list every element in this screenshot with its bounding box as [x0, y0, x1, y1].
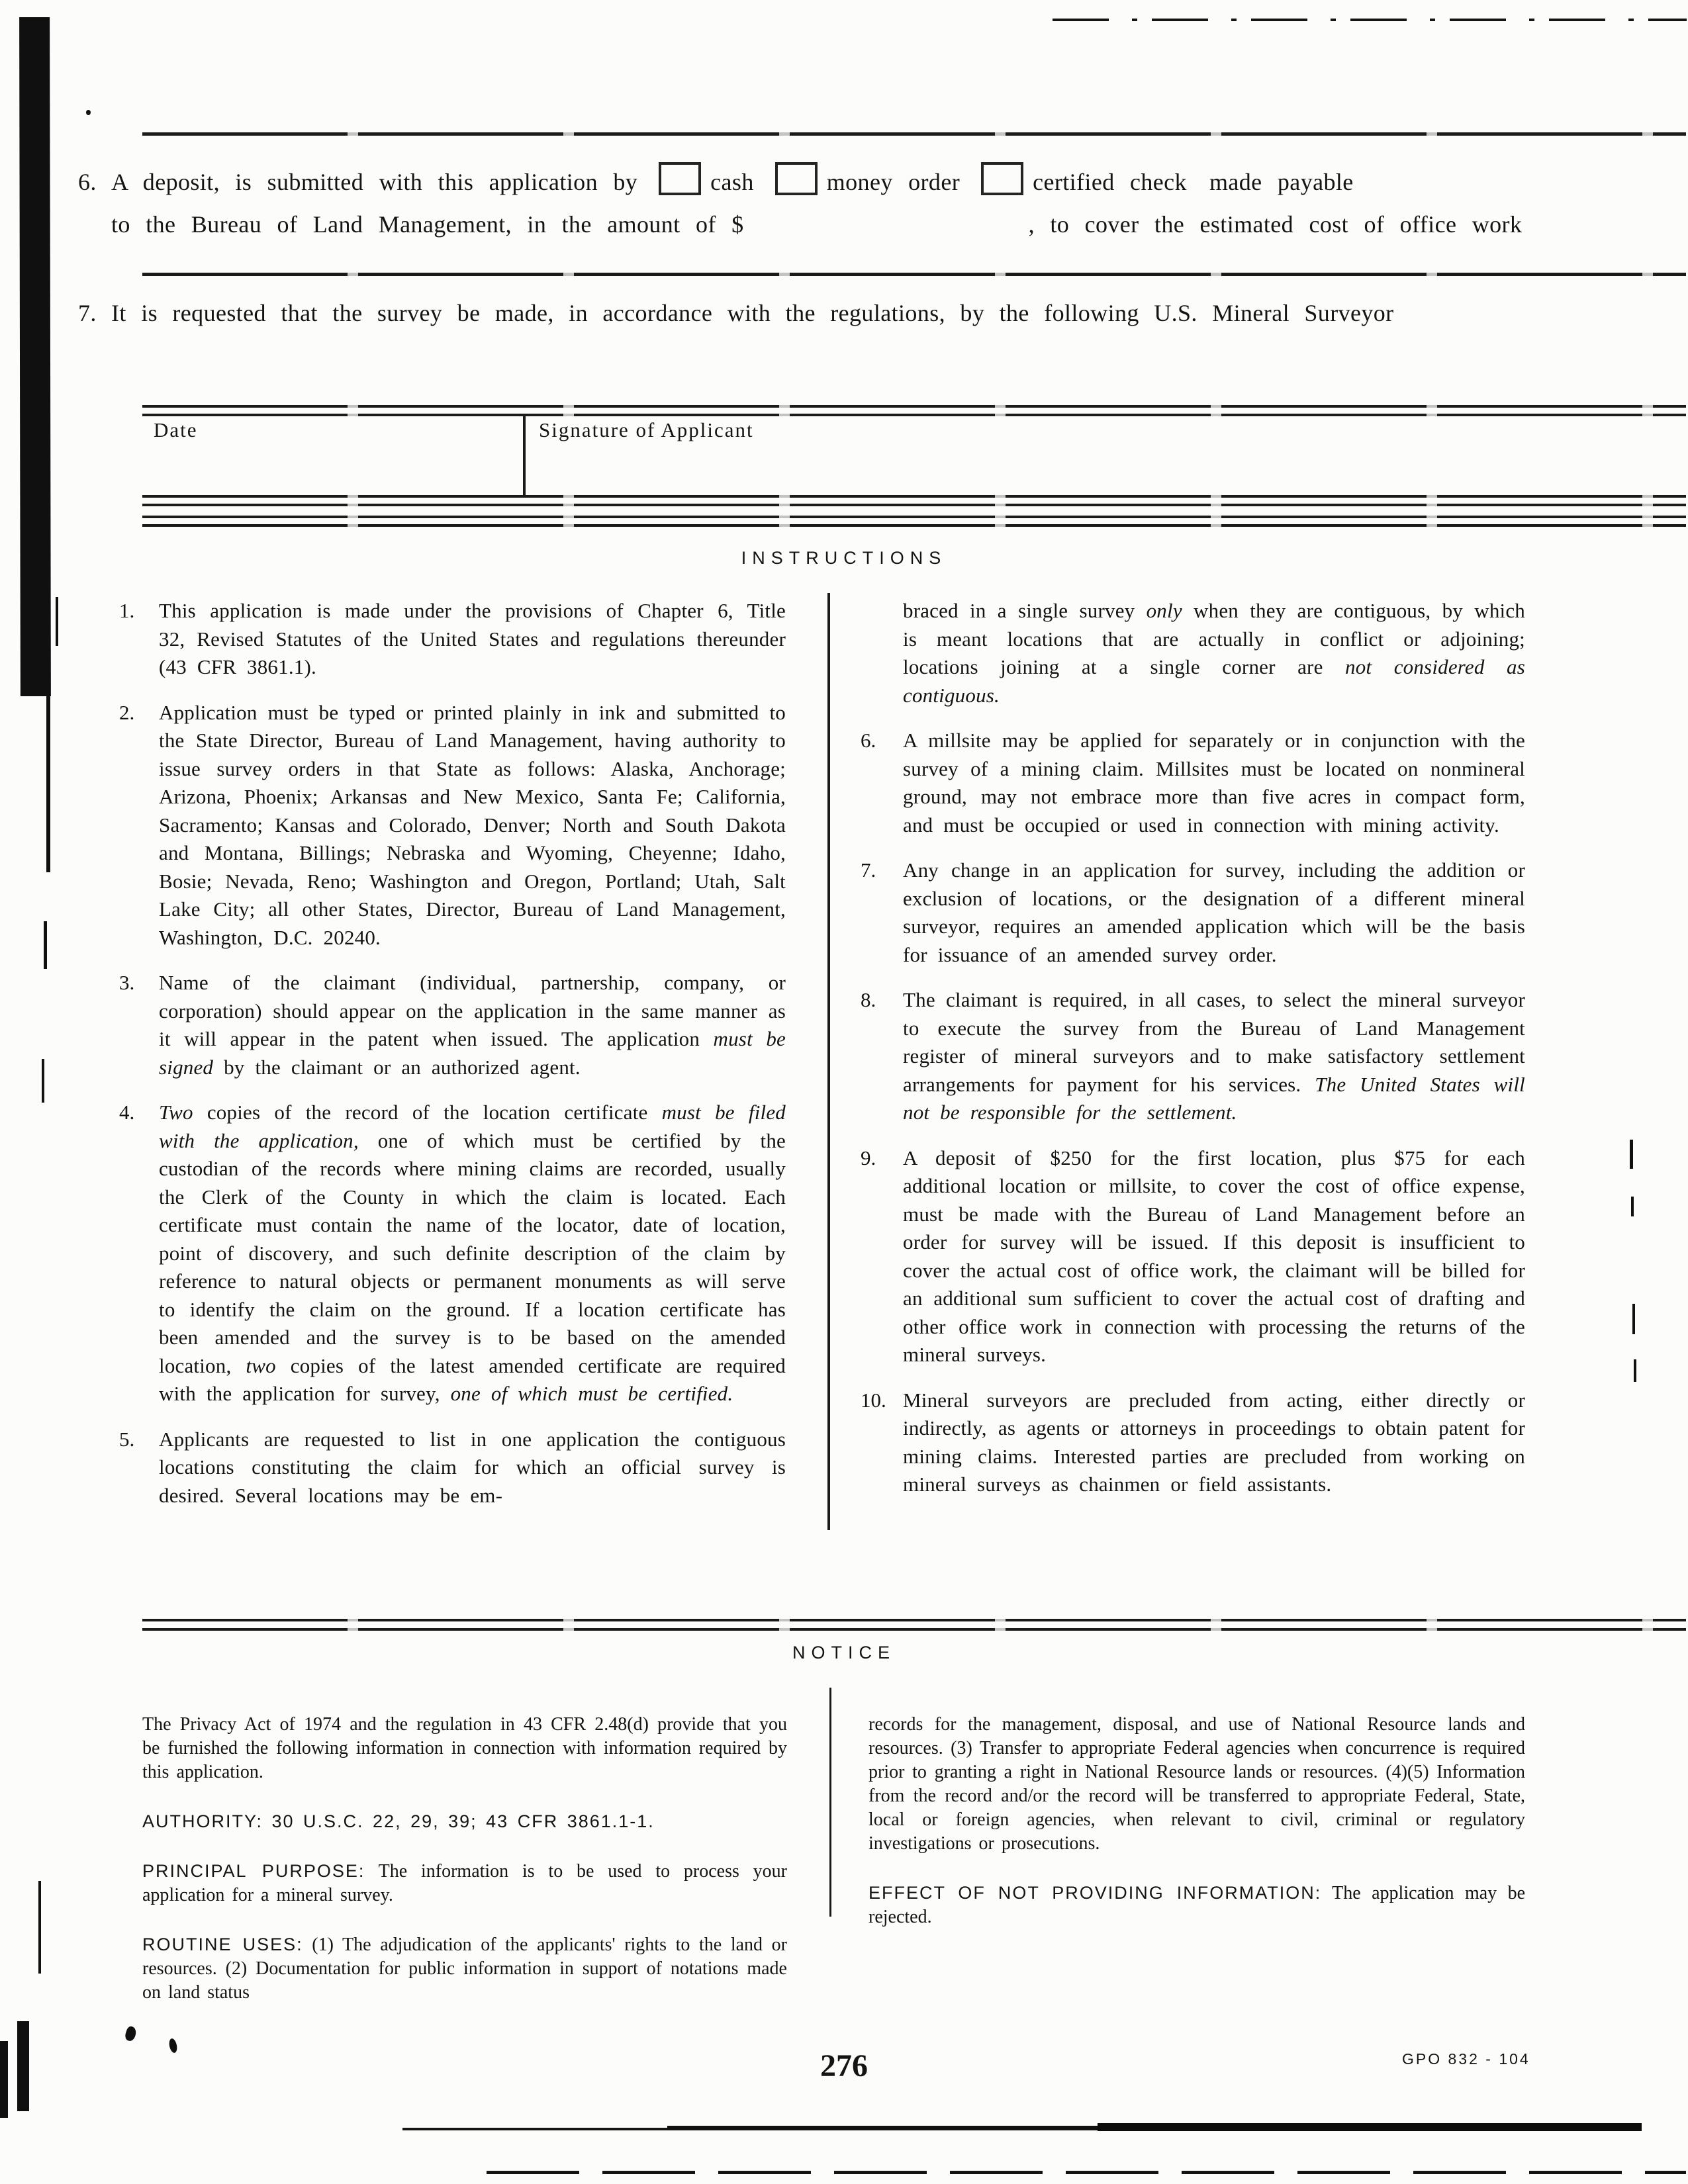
- effect-paragraph: EFFECT OF NOT PROVIDING INFORMATION: The application may be rejected.: [868, 1883, 1526, 1927]
- instruction-number: 10.: [861, 1388, 886, 1412]
- scan-mark: [46, 696, 50, 872]
- item6-line2-end: , to cover the estimated cost of office work: [1028, 211, 1523, 238]
- item6-number: 6.: [78, 169, 97, 195]
- scan-mark: [1634, 1359, 1636, 1382]
- item7-number: 7.: [78, 300, 97, 326]
- instruction-text: The claimant is required, in all cases, to select the mineral surveyor to execute the survey from the Bureau of Land Management register of mineral surveyors and to make satisfactory settlement arrangements for payment for his services. The United States will not be responsible for the settlement.: [903, 988, 1525, 1124]
- horizontal-rule: [142, 273, 1686, 276]
- gpo-imprint: GPO 832 - 104: [1402, 2050, 1530, 2068]
- deposit-amount-blank[interactable]: [744, 206, 1029, 232]
- notice-right-column: [868, 1713, 1525, 1954]
- ink-blot: [124, 2025, 138, 2042]
- scan-mark: [1631, 1197, 1634, 1216]
- instruction-text: A millsite may be applied for separately or in conjunction with the survey of a mining claim. Millsites must be located on nonmineral ground, may not embrace more than five acres in compact form, and must be occupied or used in connection with mining activity.: [903, 729, 1525, 837]
- instruction-item-10: [861, 1387, 1525, 1499]
- scan-mark: [38, 1881, 41, 1974]
- certified-check-label: certified check: [1033, 169, 1187, 195]
- cash-label: cash: [710, 169, 754, 195]
- dashed-edge-line: [1053, 19, 1687, 21]
- instruction-item-7: [861, 856, 1525, 969]
- instruction-number: 5.: [119, 1427, 135, 1451]
- page-number: 276: [820, 2048, 868, 2083]
- scan-mark: [56, 597, 58, 646]
- scan-mark: [44, 921, 47, 969]
- date-label: Date: [154, 418, 198, 441]
- scan-mark: [1632, 1304, 1635, 1334]
- table-border: [142, 504, 1686, 506]
- section-rule: [142, 524, 1686, 527]
- instruction-text: Applicants are requested to list in one application the contiguous locations constituting the claim for which an official survey is desired. Several locations may be em-: [159, 1427, 786, 1507]
- instructions-title: INSTRUCTIONS: [741, 548, 947, 568]
- instruction-number: [861, 597, 903, 709]
- horizontal-rule: [142, 132, 1686, 136]
- instruction-text: Application must be typed or printed plainly in ink and submitted to the State Director, Bureau of Land Management, having authority to issue survey orders in that State as follows: Alaska, Anchorage; Arizona, Phoenix; Arkansas and New Mexico, Santa Fe; California, Sacramento; Kansas and Colorado, Denver; North and South Dakota and Montana, Billings; Nebraska and Wyoming, Cheyenne; Idaho, Bosie; Nevada, Reno; Washington and Oregon, Portland; Utah, Salt Lake City; all other States, Director, Bureau of Land Management, Washington, D.C. 20240.: [159, 700, 786, 949]
- instruction-number: 3.: [119, 971, 135, 994]
- scan-mark: [1630, 1140, 1633, 1169]
- instruction-item-8: [861, 986, 1525, 1127]
- footer-line: [1098, 2123, 1642, 2131]
- signature-of-applicant-label: Signature of Applicant: [539, 418, 754, 441]
- item6-text-after-boxes: made payable: [1209, 169, 1354, 195]
- date-field-cell[interactable]: [144, 415, 522, 494]
- instruction-number: 4.: [119, 1101, 135, 1124]
- instruction-item-5-continued: [861, 597, 1525, 709]
- instruction-item-9: [861, 1144, 1525, 1369]
- item6-line1: [78, 161, 1683, 203]
- scan-mark: [42, 1059, 44, 1103]
- instruction-number: 8.: [861, 988, 876, 1011]
- item7-text: It is requested that the survey be made, in accordance with the regulations, by the following U.S. Mineral Surveyor: [111, 300, 1394, 326]
- instruction-item-6: [861, 727, 1525, 839]
- routine-uses-continued-paragraph: records for the management, disposal, and use of National Resource lands and resources. (3) Transfer to appropriate Federal agencies when concurrence is required prior to granting a right in National Resource lands or resources. (4)(5) Information from the record and/or the record will be transferred to appropriate Federal, State, local or foreign agencies, when relevant to civil, criminal or regulatory investigations or prosecutions.: [868, 1714, 1525, 1854]
- instruction-number: 6.: [861, 729, 876, 752]
- instruction-text: Mineral surveyors are precluded from acting, either directly or indirectly, as agents or attorneys in proceedings to obtain patent for mining claims. Interested parties are precluded from working on mineral surveys as chainmen or field assistants.: [903, 1388, 1525, 1496]
- instruction-number: 9.: [861, 1146, 876, 1169]
- dashed-edge-line: [487, 2171, 1686, 2174]
- scan-edge-bar: [19, 17, 51, 696]
- section-rule: [142, 1628, 1686, 1631]
- table-column-divider: [523, 414, 526, 496]
- scan-mark: [86, 110, 91, 115]
- certified-check-checkbox[interactable]: [981, 162, 1023, 195]
- notice-title: NOTICE: [792, 1643, 896, 1662]
- instruction-number: 2.: [119, 700, 135, 724]
- routine-uses-paragraph: ROUTINE USES: (1) The adjudication of the applicants' rights to the land or resources. (2) Documentation for public information in support of notations made on land status: [142, 1934, 787, 2003]
- instruction-text: Any change in an application for survey, including the addition or exclusion of locations, or the designation of a different mineral surveyor, requires an amended application which will be the basis for issuance of an amended survey order.: [903, 858, 1525, 966]
- instructions-right-column: [861, 597, 1525, 1516]
- footer-line: [667, 2126, 1099, 2130]
- instruction-item-5: [119, 1426, 786, 1510]
- instruction-item-1: [119, 597, 786, 682]
- column-divider: [829, 1688, 831, 1917]
- table-border: [142, 405, 1686, 408]
- instruction-text: This application is made under the provisions of Chapter 6, Title 32, Revised Statutes of the United States and regulations thereunder (43 CFR 3861.1).: [159, 599, 786, 678]
- footer-line: [402, 2128, 669, 2130]
- instruction-text: braced in a single survey only when they are contiguous, by which is meant locations that are actually in conflict or adjoining; locations joining at a single corner are not considered as contiguous.: [903, 599, 1525, 707]
- instruction-number: 7.: [861, 858, 876, 882]
- form-item-7: [78, 299, 1683, 327]
- instruction-number: 1.: [119, 599, 135, 622]
- form-item-6: [78, 161, 1683, 246]
- instruction-text: Name of the claimant (individual, partnership, company, or corporation) should appear on the application in the same manner as it will appear in the patent when issued. The application must be signed by the claimant or an authorized agent.: [159, 971, 786, 1079]
- item6-line2: [111, 203, 1683, 246]
- item6-line2-start: to the Bureau of Land Management, in the amount of $: [111, 211, 744, 238]
- item6-text-before-boxes: A deposit, is submitted with this application by: [111, 169, 638, 195]
- instruction-text: A deposit of $250 for the first location, plus $75 for each additional location or millsite, to cover the cost of office expense, must be made with the Bureau of Land Management before an order for survey will be issued. If this deposit is insufficient to cover the actual cost of office work, the claimant will be billed for an additional sum sufficient to cover the actual cost of drafting and other office work in connection with processing the returns of the mineral surveys.: [903, 1146, 1525, 1366]
- cash-checkbox[interactable]: [659, 162, 701, 195]
- instruction-item-4: [119, 1099, 786, 1408]
- authority-paragraph: AUTHORITY: 30 U.S.C. 22, 29, 39; 43 CFR 3861.1-1.: [142, 1811, 655, 1831]
- table-border: [142, 495, 1686, 498]
- instruction-text: Two copies of the record of the location certificate must be filed with the application, one of which must be certified by the custodian of the records where mining claims are recorded, usually the Clerk of the County in which the claim is located. Each certificate must contain the name of the locator, date of location, point of discovery, and such definite description of the claim by reference to natural objects or permanent monuments as will serve to identify the claim on the ground. If a location certificate has been amended and the survey is to be based on the amended location, two copies of the latest amended certificate are required with the application for survey, one of which must be certified.: [159, 1101, 786, 1405]
- instructions-left-column: [119, 597, 786, 1527]
- money-order-label: money order: [826, 169, 961, 195]
- notice-left-column: [142, 1713, 787, 2030]
- instruction-item-3: [119, 969, 786, 1081]
- money-order-checkbox[interactable]: [775, 162, 818, 195]
- principal-purpose-paragraph: PRINCIPAL PURPOSE: The information is to be used to process your application for a mineral survey.: [142, 1861, 787, 1905]
- section-rule: [142, 516, 1686, 518]
- privacy-act-paragraph: The Privacy Act of 1974 and the regulation in 43 CFR 2.48(d) provide that you be furnished the following information in connection with information required by this application.: [142, 1714, 787, 1782]
- column-divider: [827, 593, 830, 1530]
- section-rule: [142, 1619, 1686, 1621]
- instruction-item-2: [119, 699, 786, 952]
